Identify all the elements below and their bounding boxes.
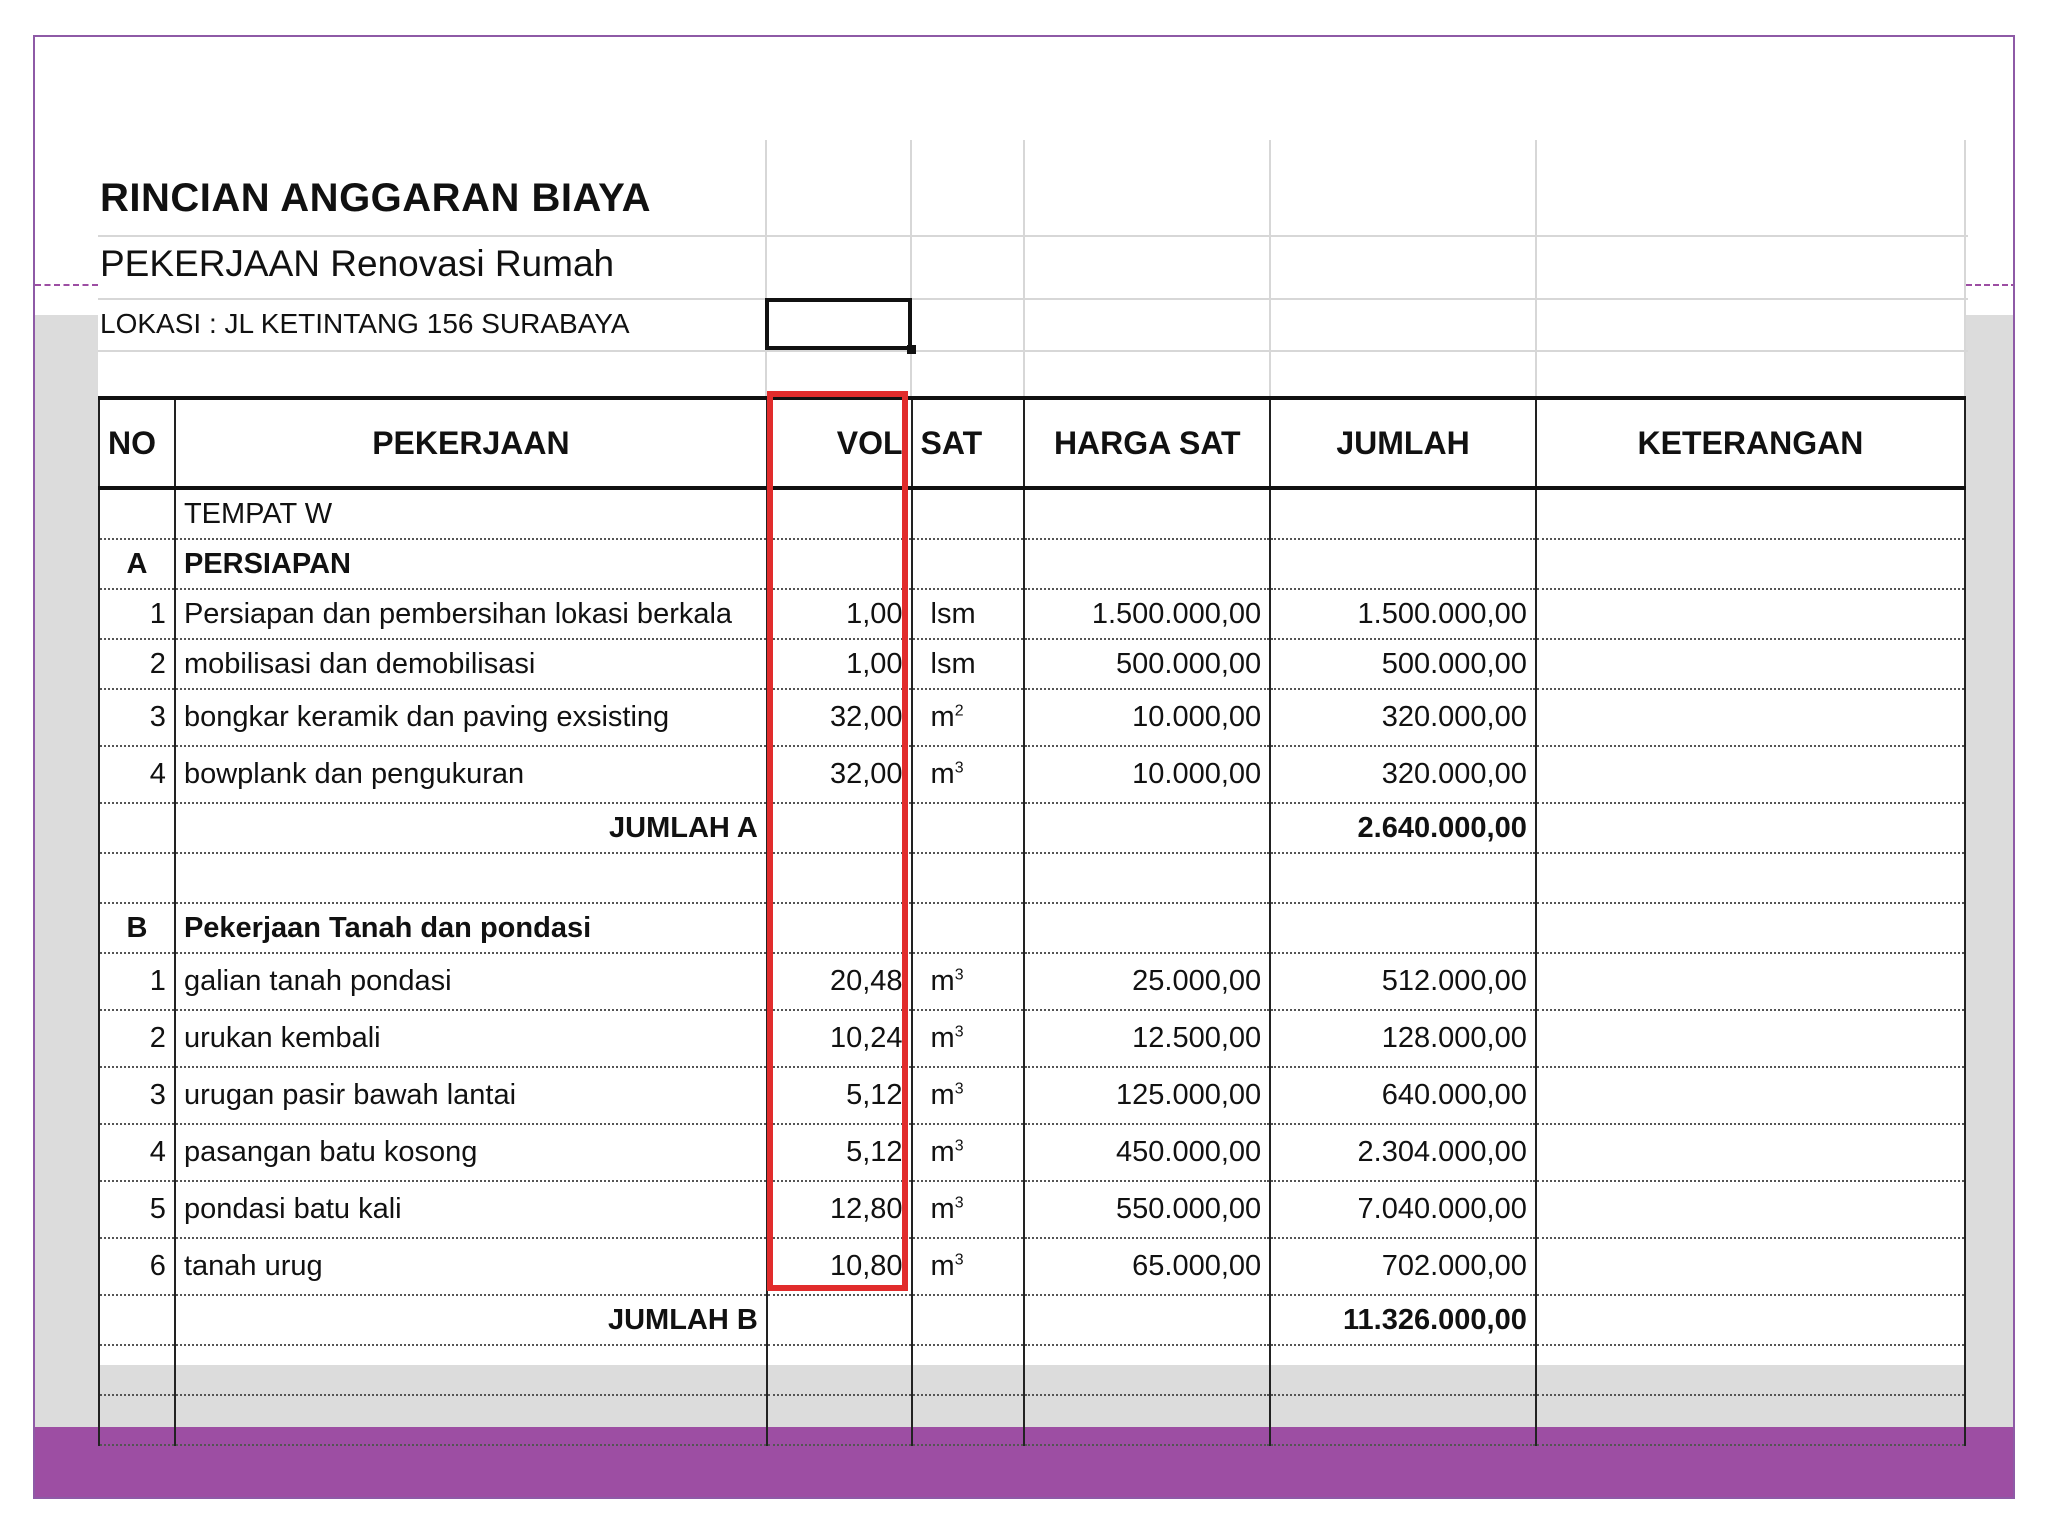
cell-jumlah[interactable]	[1270, 488, 1536, 539]
cell-keterangan[interactable]	[1536, 746, 1965, 803]
unit-exponent: 3	[954, 1023, 964, 1041]
cell-jumlah[interactable]	[1270, 903, 1536, 953]
unit-label: m	[930, 1022, 955, 1054]
cell-jumlah[interactable]	[1270, 853, 1536, 903]
cell-jumlah[interactable]	[1270, 1345, 1536, 1395]
cell-no[interactable]	[99, 1295, 175, 1345]
document-title: RINCIAN ANGGARAN BIAYA	[100, 176, 652, 220]
cell-harga-sat[interactable]	[1024, 803, 1270, 853]
table-row	[99, 1395, 1965, 1445]
selected-cell[interactable]	[765, 298, 912, 350]
table-row	[99, 1010, 1965, 1067]
cell-sat[interactable]	[912, 589, 1025, 639]
cell-keterangan[interactable]	[1536, 539, 1965, 589]
dashed-guide-left	[35, 284, 98, 286]
cell-vol[interactable]	[767, 1345, 912, 1395]
cell-vol[interactable]: 1,00	[767, 639, 912, 689]
cell-sat[interactable]	[912, 1181, 1025, 1238]
cell-pekerjaan[interactable]: tanah urug	[175, 1238, 767, 1295]
spreadsheet	[98, 140, 1966, 1365]
cell-pekerjaan[interactable]: bongkar keramik dan paving exsisting	[175, 689, 767, 746]
cell-no[interactable]: 2	[99, 639, 175, 689]
section-row	[99, 903, 1965, 953]
cell-sat[interactable]	[912, 1238, 1025, 1295]
table-row	[99, 1067, 1965, 1124]
cell-keterangan[interactable]	[1536, 853, 1965, 903]
cell-vol[interactable]: 1,00	[767, 589, 912, 639]
cell-pekerjaan[interactable]: Persiapan dan pembersihan lokasi berkala	[175, 589, 767, 639]
cell-pekerjaan[interactable]	[175, 1345, 767, 1395]
cell-vol[interactable]: 32,00	[767, 689, 912, 746]
cell-vol[interactable]	[767, 488, 912, 539]
cell-keterangan[interactable]	[1536, 488, 1965, 539]
cell-pekerjaan[interactable]	[175, 1395, 767, 1445]
cell-vol[interactable]	[767, 1395, 912, 1445]
slide-frame	[33, 35, 2015, 1499]
cell-harga-sat[interactable]: 1.500.000,00	[1024, 589, 1270, 639]
gridline	[1964, 140, 1966, 396]
unit-label: lsm	[930, 597, 976, 630]
table-row	[99, 589, 1965, 639]
cell-vol[interactable]: 10,24	[767, 1010, 912, 1067]
cell-harga-sat[interactable]: 550.000,00	[1024, 1181, 1270, 1238]
cell-jumlah[interactable]	[1270, 539, 1536, 589]
unit-exponent: 2	[954, 702, 964, 720]
cell-no[interactable]	[99, 803, 175, 853]
cell-sat[interactable]	[912, 1295, 1025, 1345]
unit-exponent: 3	[954, 966, 964, 984]
cell-harga-sat[interactable]: 25.000,00	[1024, 953, 1270, 1010]
table-header-row	[99, 398, 1965, 488]
cell-vol[interactable]: 5,12	[767, 1067, 912, 1124]
cell-pekerjaan[interactable]	[175, 853, 767, 903]
cell-no[interactable]: 6	[99, 1238, 175, 1295]
table-row	[99, 1345, 1965, 1395]
cell-sat[interactable]	[912, 803, 1025, 853]
cell-harga-sat[interactable]: 450.000,00	[1024, 1124, 1270, 1181]
cell-jumlah[interactable]: 2.304.000,00	[1270, 1124, 1536, 1181]
cell-jumlah[interactable]: 7.040.000,00	[1270, 1181, 1536, 1238]
unit-exponent: 3	[954, 759, 964, 777]
cell-harga-sat[interactable]: 12.500,00	[1024, 1010, 1270, 1067]
cell-pekerjaan[interactable]: pasangan batu kosong	[175, 1124, 767, 1181]
cell-harga-sat[interactable]: 10.000,00	[1024, 689, 1270, 746]
cell-keterangan[interactable]	[1536, 1395, 1965, 1445]
document-location: LOKASI : JL KETINTANG 156 SURABAYA	[100, 308, 630, 339]
cell-harga-sat[interactable]	[1024, 903, 1270, 953]
gridline	[910, 140, 912, 396]
table-row	[99, 689, 1965, 746]
cell-no[interactable]: 4	[99, 1124, 175, 1181]
unit-label: m	[930, 758, 955, 790]
cell-no[interactable]	[99, 853, 175, 903]
cell-harga-sat[interactable]: 65.000,00	[1024, 1238, 1270, 1295]
cell-jumlah[interactable]: 500.000,00	[1270, 639, 1536, 689]
table-row	[99, 953, 1965, 1010]
cell-pekerjaan[interactable]: TEMPAT W	[175, 488, 767, 539]
cell-jumlah[interactable]: 128.000,00	[1270, 1010, 1536, 1067]
cell-no[interactable]: 3	[99, 1067, 175, 1124]
cell-harga-sat[interactable]: 500.000,00	[1024, 639, 1270, 689]
cell-no[interactable]	[99, 488, 175, 539]
cell-keterangan[interactable]	[1536, 1238, 1965, 1295]
col-header-pekerjaan[interactable]: PEKERJAAN	[175, 398, 767, 488]
unit-exponent: 3	[954, 1137, 964, 1155]
gridline	[98, 350, 1968, 352]
gridline	[1023, 140, 1025, 396]
cell-sat[interactable]	[912, 488, 1025, 539]
cell-harga-sat[interactable]	[1024, 1345, 1270, 1395]
cell-harga-sat[interactable]	[1024, 853, 1270, 903]
cell-no[interactable]: 1	[99, 589, 175, 639]
cell-no[interactable]	[99, 1395, 175, 1445]
cell-sat[interactable]	[912, 1395, 1025, 1445]
cell-vol[interactable]: 5,12	[767, 1124, 912, 1181]
cell-harga-sat[interactable]: 125.000,00	[1024, 1067, 1270, 1124]
unit-label: m	[930, 701, 955, 733]
cell-keterangan[interactable]	[1536, 803, 1965, 853]
cell-jumlah[interactable]: 512.000,00	[1270, 953, 1536, 1010]
table-row	[99, 746, 1965, 803]
cell-harga-sat[interactable]	[1024, 1395, 1270, 1445]
cell-keterangan[interactable]	[1536, 1067, 1965, 1124]
unit-label: m	[930, 1193, 955, 1225]
cell-sat[interactable]	[912, 1067, 1025, 1124]
cell-jumlah[interactable]: 320.000,00	[1270, 689, 1536, 746]
unit-label: m	[930, 965, 955, 997]
col-header-sat[interactable]: SAT	[912, 398, 1025, 488]
cell-sat[interactable]	[912, 1124, 1025, 1181]
cell-pekerjaan[interactable]: JUMLAH B	[175, 1295, 767, 1345]
cell-jumlah[interactable]	[1270, 1395, 1536, 1445]
cell-vol[interactable]	[767, 853, 912, 903]
cell-keterangan[interactable]	[1536, 639, 1965, 689]
cell-sat[interactable]	[912, 1345, 1025, 1395]
col-header-no[interactable]: NO	[99, 398, 175, 488]
cell-pekerjaan[interactable]: mobilisasi dan demobilisasi	[175, 639, 767, 689]
cell-no[interactable]: B	[99, 903, 175, 953]
cell-sat[interactable]	[912, 539, 1025, 589]
cell-pekerjaan[interactable]: PERSIAPAN	[175, 539, 767, 589]
unit-label: lsm	[930, 647, 976, 680]
col-header-jumlah[interactable]: JUMLAH	[1270, 398, 1536, 488]
unit-exponent: 3	[954, 1080, 964, 1098]
gridline	[1269, 140, 1271, 396]
unit-exponent: 3	[954, 1194, 964, 1212]
dashed-guide-right	[1966, 284, 2015, 286]
table-row	[99, 1181, 1965, 1238]
cell-harga-sat[interactable]	[1024, 1295, 1270, 1345]
cell-sat[interactable]	[912, 853, 1025, 903]
cell-vol[interactable]	[767, 1295, 912, 1345]
cell-jumlah[interactable]: 320.000,00	[1270, 746, 1536, 803]
cell-pekerjaan[interactable]: bowplank dan pengukuran	[175, 746, 767, 803]
cell-pekerjaan[interactable]: Pekerjaan Tanah dan pondasi	[175, 903, 767, 953]
cell-keterangan[interactable]	[1536, 1124, 1965, 1181]
cell-no[interactable]: A	[99, 539, 175, 589]
cell-pekerjaan[interactable]: JUMLAH A	[175, 803, 767, 853]
cell-vol[interactable]: 32,00	[767, 746, 912, 803]
cell-sat[interactable]	[912, 903, 1025, 953]
cell-sat[interactable]	[912, 746, 1025, 803]
cell-keterangan[interactable]	[1536, 1295, 1965, 1345]
cell-harga-sat[interactable]	[1024, 488, 1270, 539]
document-subtitle: PEKERJAAN Renovasi Rumah	[100, 243, 615, 284]
unit-exponent: 3	[954, 1251, 964, 1269]
cell-no[interactable]: 5	[99, 1181, 175, 1238]
cell-sat[interactable]	[912, 689, 1025, 746]
table-row	[99, 1124, 1965, 1181]
cell-jumlah[interactable]: 702.000,00	[1270, 1238, 1536, 1295]
table-row	[99, 1238, 1965, 1295]
cell-keterangan[interactable]	[1536, 1181, 1965, 1238]
cell-jumlah[interactable]: 1.500.000,00	[1270, 589, 1536, 639]
table-row	[99, 488, 1965, 539]
cell-keterangan[interactable]	[1536, 903, 1965, 953]
cell-jumlah[interactable]: 2.640.000,00	[1270, 803, 1536, 853]
cell-no[interactable]: 3	[99, 689, 175, 746]
gridline	[98, 298, 1968, 300]
cell-harga-sat[interactable]: 10.000,00	[1024, 746, 1270, 803]
table-body	[99, 488, 1965, 1445]
cell-harga-sat[interactable]	[1024, 539, 1270, 589]
cell-sat[interactable]	[912, 639, 1025, 689]
cell-sat[interactable]	[912, 1010, 1025, 1067]
cell-sat[interactable]	[912, 953, 1025, 1010]
cell-keterangan[interactable]	[1536, 689, 1965, 746]
cell-keterangan[interactable]	[1536, 953, 1965, 1010]
section-row	[99, 539, 1965, 589]
unit-label: m	[930, 1079, 955, 1111]
cell-jumlah[interactable]: 640.000,00	[1270, 1067, 1536, 1124]
unit-label: m	[930, 1136, 955, 1168]
cell-no[interactable]: 1	[99, 953, 175, 1010]
cell-vol[interactable]	[767, 903, 912, 953]
col-header-harga-sat[interactable]: HARGA SAT	[1024, 398, 1270, 488]
col-header-keterangan[interactable]: KETERANGAN	[1536, 398, 1965, 488]
cell-pekerjaan[interactable]: pondasi batu kali	[175, 1181, 767, 1238]
cell-keterangan[interactable]	[1536, 1345, 1965, 1395]
cell-vol[interactable]: 20,48	[767, 953, 912, 1010]
cell-pekerjaan[interactable]: urugan pasir bawah lantai	[175, 1067, 767, 1124]
gridline	[765, 140, 767, 396]
cell-vol[interactable]: 10,80	[767, 1238, 912, 1295]
unit-label: m	[930, 1250, 955, 1282]
table-row	[99, 853, 1965, 903]
cell-vol[interactable]	[767, 539, 912, 589]
col-header-vol[interactable]: VOL	[767, 398, 912, 488]
table-row	[99, 639, 1965, 689]
cell-no[interactable]	[99, 1345, 175, 1395]
budget-table	[98, 396, 1966, 1446]
cell-no[interactable]: 4	[99, 746, 175, 803]
gridline	[98, 235, 1968, 237]
cell-pekerjaan[interactable]: urukan kembali	[175, 1010, 767, 1067]
cell-no[interactable]: 2	[99, 1010, 175, 1067]
cell-vol[interactable]	[767, 803, 912, 853]
cell-vol[interactable]: 12,80	[767, 1181, 912, 1238]
gridline	[1535, 140, 1537, 396]
cell-jumlah[interactable]: 11.326.000,00	[1270, 1295, 1536, 1345]
subtotal-row	[99, 803, 1965, 853]
cell-keterangan[interactable]	[1536, 589, 1965, 639]
subtotal-row	[99, 1295, 1965, 1345]
cell-pekerjaan[interactable]: galian tanah pondasi	[175, 953, 767, 1010]
cell-keterangan[interactable]	[1536, 1010, 1965, 1067]
